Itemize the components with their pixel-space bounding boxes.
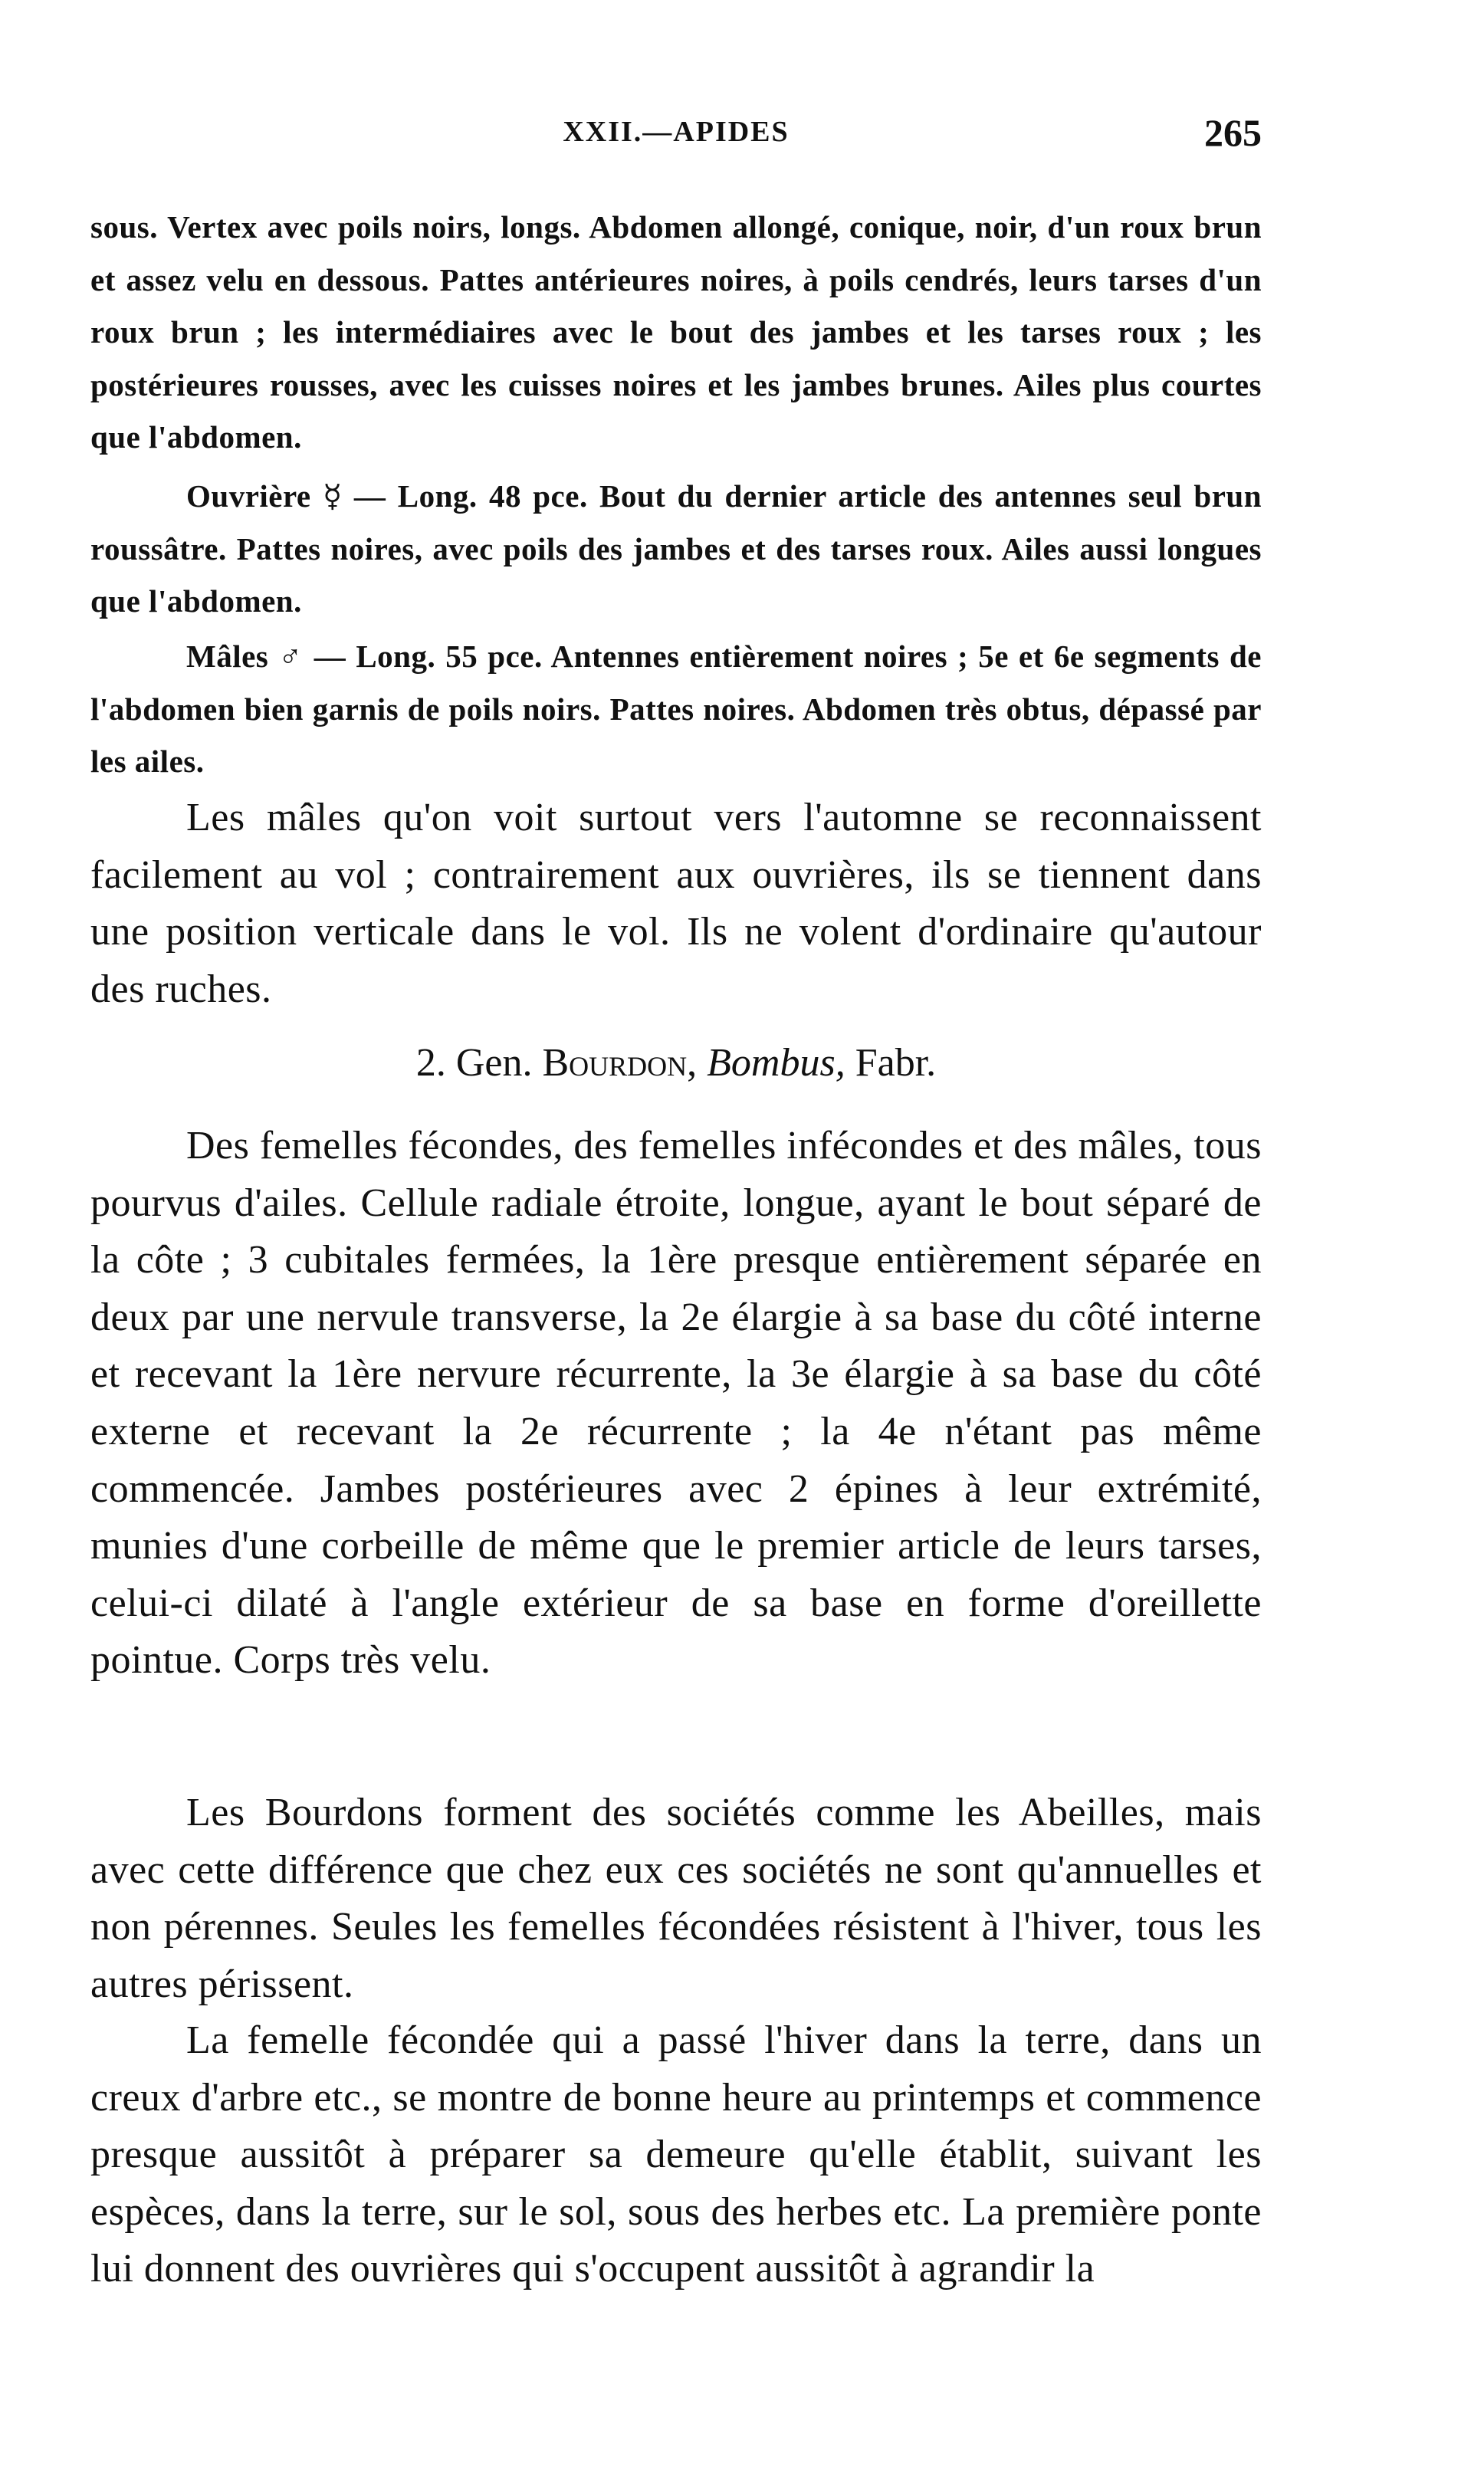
male-behaviour: [90, 790, 1262, 1018]
worker-description: [90, 470, 1262, 628]
paragraph-societies: Les Bourdons forment des sociétés comme les Abeilles, mais avec cette différence que chez eux ces sociétés ne sont qu'annuelles et non pérennes. Seules les femelles fécondées résistent à l'hiver, tous les autres périssent.: [90, 1791, 1262, 2006]
paragraph-male: Mâles ♂ — Long. 55 pce. Antennes entièrement noires ; 5e et 6e segments de l'abdomen bien garnis de poils noirs. Pattes noires. Abdomen très obtus, dépassé par les ailes.: [90, 639, 1262, 779]
paragraph-male-behaviour: Les mâles qu'on voit surtout vers l'automne se reconnaissent facilement au vol ; contrairement aux ouvrières, ils se tiennent dans une position verticale dans le vol. Ils ne volent d'ordinaire qu'autour des ruches.: [90, 796, 1262, 1011]
societies-text: [90, 1785, 1262, 2013]
page-number: 265: [1204, 111, 1262, 154]
male-description: [90, 630, 1262, 788]
running-head: [90, 111, 1262, 161]
section-heading: [90, 1035, 1262, 1092]
paragraph-genus-characters: Des femelles fécondes, des femelles infécondes et des mâles, tous pourvus d'ailes. Cellule radiale étroite, longue, ayant le bout séparé de la côte ; 3 cubitales fermées, la 1ère presque entièrement séparée en deux par une nervule transverse, la 2e élargie à sa base du côté interne et recevant la 1ère nervure récurrente, la 3e élargie à sa base du côté externe et recevant la 2e récurrente ; la 4e n'étant pas même commencée. Jambes postérieures avec 2 épines à leur extrémité, munies d'une corbeille de même que le premier article de leurs tarses, celui-ci dilaté à l'angle extérieur de sa base en forme d'oreillette pointue. Corps très velu.: [90, 1124, 1262, 1683]
heading-number: 2. Gen.: [415, 1041, 533, 1085]
paragraph-female: La femelle fécondée qui a passé l'hiver dans la terre, dans un creux d'arbre etc., se montre de bonne heure au printemps et commence presque aussitôt à préparer sa demeure qu'elle établit, suivant les espèces, dans la terre, sur le sol, sous des herbes etc. La première ponte lui donnent des ouvrières qui s'occupent aussitôt à agrandir la: [90, 2018, 1262, 2291]
heading-genus: Bourdon,: [542, 1041, 698, 1085]
heading-latin-name: Bombus,: [707, 1041, 845, 1085]
heading-author: Fabr.: [855, 1041, 937, 1085]
paragraph-description-end: sous. Vertex avec poils noirs, longs. Abdomen allongé, conique, noir, d'un roux brun et assez velu en dessous. Pattes antérieures noires, à poils cendrés, leurs tarses d'un roux brun ; les intermédiaires avec le bout des jambes et les tarses roux ; les postérieures rousses, avec les cuisses noires et les jambes brunes. Ailes plus courtes que l'abdomen.: [90, 209, 1262, 455]
species-description-continued: [90, 201, 1262, 464]
genus-characters: [90, 1118, 1262, 1690]
female-text: [90, 2012, 1262, 2298]
paragraph-worker: Ouvrière ☿ — Long. 48 pce. Bout du dernier article des antennes seul brun roussâtre. Pattes noires, avec poils des jambes et des tarses roux. Ailes aussi longues que l'abdomen.: [90, 478, 1262, 619]
running-title: XXII.—APIDES: [563, 116, 790, 148]
